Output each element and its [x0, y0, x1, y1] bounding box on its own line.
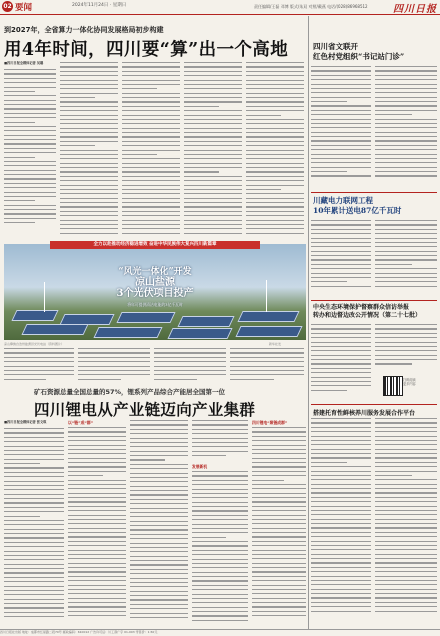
page-number-badge: 02 [3, 3, 12, 10]
second-headline[interactable]: 四川锂电从产业链迈向产业集群 [34, 400, 256, 419]
page-footer: 四川日报社出版 地址：成都市红星路二段70号 邮政编码：610012 广告许可证：川工商广字 01-003 零售价：1.50元 [0, 629, 440, 636]
editor-info: 责任编辑/王磊 邓博 版式/朱双 对照/戴燕 电话/(028)86968512 [254, 4, 368, 9]
right-story-2-title[interactable]: 川藏电力联网工程 10年累计送电87亿千瓦时 [313, 196, 402, 215]
second-byline: ■四川日报全媒体记者 张文琪 [4, 420, 47, 424]
right-story-3-col-1 [311, 324, 371, 400]
page-header [0, 0, 440, 15]
lead-kicker: 到2027年，全省算力一体化协同发展格局初步构建 [4, 26, 164, 34]
second-body-col-4b [192, 471, 248, 626]
right-story-4-title[interactable]: 搭建托育性鲜核养川服务发展合作平台 [313, 410, 416, 417]
right-story-3-title[interactable]: 中央生态环境保护督察群众信访举报 转办和边督边改公开情况（第二十七批） [313, 304, 422, 319]
right-separator-1 [311, 192, 437, 193]
photo-story-text-1 [4, 348, 74, 382]
photo-overlay-caption: 将年可提供清洁电能约3亿千瓦时 [127, 302, 183, 307]
second-body-col-2 [68, 427, 126, 626]
solar-farm-photo [4, 244, 306, 340]
right-story-1-title[interactable]: 四川省文联开 红色村党组织“书记站门诊” [313, 42, 405, 61]
second-body-col-5 [252, 427, 306, 626]
lead-summary-text [4, 69, 56, 233]
right-separator-2 [311, 300, 437, 301]
qr-caption: 扫码阅读 更多内容 [403, 378, 416, 387]
second-subhead-2: 发展新机 [192, 464, 208, 469]
second-body-col-1 [4, 428, 64, 626]
right-story-2-col-1 [311, 220, 371, 296]
right-story-3-col-2 [375, 324, 437, 372]
section-name: 要闻 [15, 3, 33, 13]
right-story-2-col-2 [375, 220, 437, 296]
photo-story-text-2 [78, 348, 150, 382]
right-story-1-col-2 [375, 66, 437, 188]
newspaper-logo: 四川日报 [393, 4, 437, 15]
second-subhead-1: 以“链”成“群” [68, 420, 94, 425]
second-kicker: 矿石资源总量全国总量的57%，锂系列产品综合产能居全国第一位 [34, 388, 226, 396]
lead-body-col-2 [122, 62, 180, 238]
right-story-4-col-1 [311, 418, 371, 626]
photo-overlay-title: “风光一体化”开发 [118, 267, 192, 277]
lead-byline: ■四川日报全媒体记者 吴聃 [4, 61, 44, 65]
qr-code[interactable] [383, 376, 403, 396]
slogan-banner: 全力以赴推动经济稳进增效 奋进中华民族伟大复兴四川新篇章 [50, 241, 260, 249]
photo-story-text-4 [230, 348, 304, 382]
photo-overlay-subtitle: 凉山盐源 3个光伏项目投产 [116, 277, 194, 299]
second-body-col-4a [192, 420, 248, 462]
right-story-1-col-1 [311, 66, 371, 188]
issue-date: 2024年11月24日 · 星期日 [72, 3, 127, 8]
photo-caption: 凉山彝族自治州盐源县光伏电站（资料图片） [4, 342, 65, 346]
photo-credit: 新华社发 [269, 342, 282, 346]
column-rule [308, 16, 309, 629]
right-story-4-col-2 [375, 418, 437, 626]
lead-body-col-4 [246, 62, 304, 238]
lead-headline[interactable]: 用4年时间，四川要“算”出一个高地 [4, 40, 289, 60]
second-body-col-3 [130, 420, 188, 626]
lead-body-col-3 [184, 62, 242, 238]
second-subhead-3: 四川锂电“聚链成群” [252, 420, 288, 425]
lead-body-col-1 [60, 62, 118, 238]
photo-story-text-3 [154, 348, 226, 382]
lead-summary [4, 61, 56, 233]
right-separator-3 [311, 404, 437, 405]
